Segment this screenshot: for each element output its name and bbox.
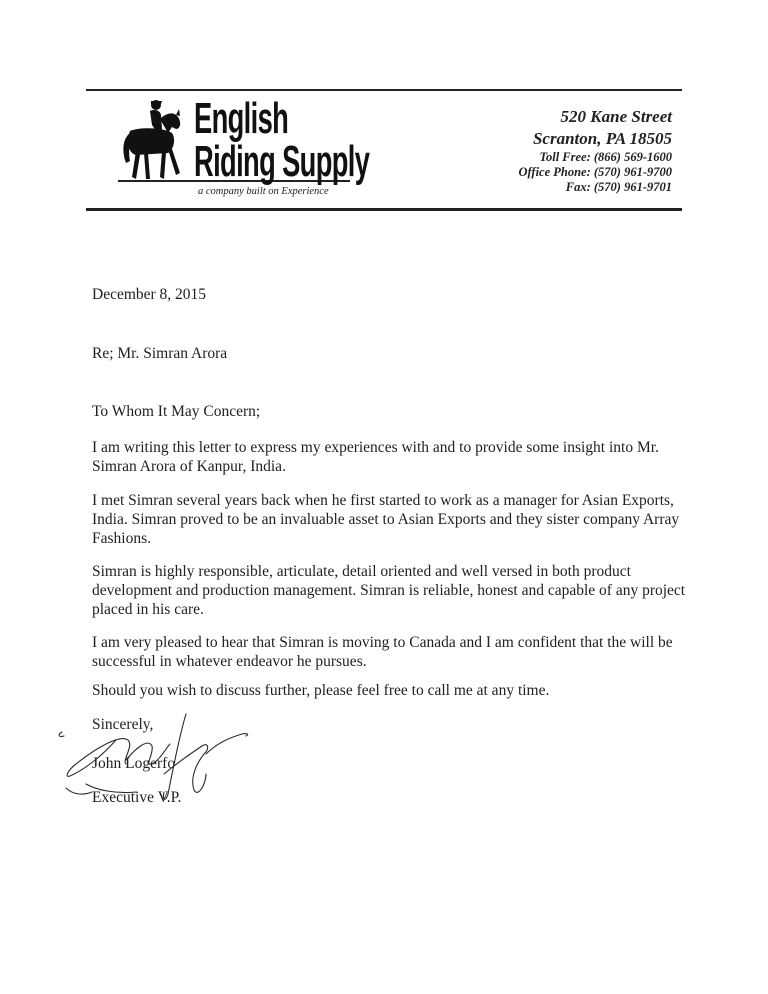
paragraph-endorsement: I am very pleased to hear that Simran is moving to Canada and I am confident that the will be successful in whatever endeavor he pursues. (92, 634, 673, 670)
company-name-line1: English (194, 94, 289, 143)
letterhead-bottom-rule (86, 208, 682, 211)
salutation: To Whom It May Concern; (92, 403, 261, 420)
company-name-line2: Riding Supply (194, 137, 370, 186)
reference-line: Re; Mr. Simran Arora (92, 345, 228, 362)
city-state-zip: Scranton, PA 18505 (532, 129, 672, 148)
street-address: 520 Kane Street (560, 107, 672, 126)
office-phone-number: Office Phone: (570) 961-9700 (518, 165, 672, 179)
company-tagline: a company built on Experience (198, 186, 329, 197)
paragraph-intro: I am writing this letter to express my experiences with and to provide some insight into Mr. Simran Arora of Kanpur, India. (92, 439, 659, 475)
paragraph-contact: Should you wish to discuss further, please feel free to call me at any time. (92, 682, 550, 699)
contact-block (518, 106, 672, 195)
fax-number: Fax: (570) 961-9701 (565, 180, 672, 194)
signer-title: Executive V.P. (92, 789, 182, 806)
closing: Sincerely, (92, 716, 154, 733)
paragraph-qualities: Simran is highly responsible, articulate, detail oriented and well versed in both product development and production management. Simran is reliable, honest and capable of any project placed in his care. (92, 563, 686, 618)
letterhead-top-rule (86, 89, 682, 91)
horse-and-rider-icon (118, 97, 190, 183)
signer-name: John Logerfo (92, 755, 176, 772)
paragraph-background: I met Simran several years back when he first started to work as a manager for Asian Exports, India. Simran proved to be an invaluable asset to Asian Exports and they sister company Array Fashions. (92, 492, 680, 547)
toll-free-number: Toll Free: (866) 569-1600 (539, 150, 672, 164)
letter-date: December 8, 2015 (92, 286, 207, 303)
